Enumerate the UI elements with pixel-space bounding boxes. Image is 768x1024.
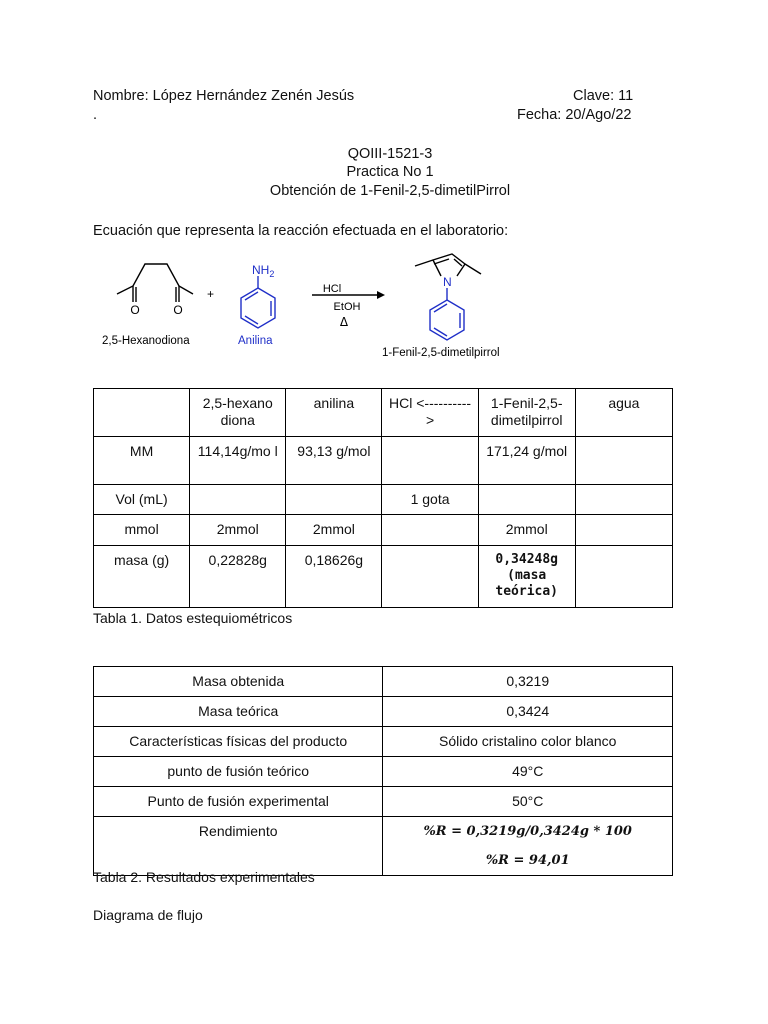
table-row xyxy=(94,787,673,817)
table-cell xyxy=(382,515,478,546)
amine-label: $NH_2$ xyxy=(252,263,275,279)
stoichiometry-table xyxy=(93,388,673,608)
reaction-svg xyxy=(95,248,655,368)
table-row xyxy=(94,817,673,876)
reactant2-label: Anilina xyxy=(238,335,273,347)
yield-formula-line1: %R = 0,3219g/0,3424g * 100 xyxy=(423,824,632,839)
hexanedione-structure xyxy=(117,264,193,302)
header-cell: HCl <----------> xyxy=(382,389,478,437)
header-cell: 2,5-hexano diona xyxy=(190,389,286,437)
row-value: 50°C xyxy=(383,787,673,817)
student-name: Nombre: López Hernández Zenén Jesús xyxy=(93,88,355,104)
table-cell xyxy=(286,485,382,515)
table2-caption: Tabla 2. Resultados experimentales xyxy=(93,869,315,885)
course-code: QOIII-1521-3 xyxy=(347,146,433,162)
table-row xyxy=(94,546,673,608)
table-cell xyxy=(575,515,672,546)
row-value: 0,3424 xyxy=(383,697,673,727)
row-label: Masa obtenida xyxy=(94,667,383,697)
table-row xyxy=(94,667,673,697)
practice-title: Obtención de 1-Fenil-2,5-dimetilPirrol xyxy=(269,183,511,199)
table-cell: 0,22828g xyxy=(190,546,286,608)
practice-number: Practica No 1 xyxy=(346,164,434,180)
section-flow-diagram: Diagrama de flujo xyxy=(93,907,203,923)
table-cell xyxy=(478,485,575,515)
table-cell: 1 gota xyxy=(382,485,478,515)
theoretical-mass-cell: 0,34248g (masa teórica) xyxy=(478,546,575,608)
header-cell: 1-Fenil-2,5-dimetilpirrol xyxy=(478,389,575,437)
row-value: 0,3219 xyxy=(383,667,673,697)
equation-intro: Ecuación que representa la reacción efectuada en el laboratorio: xyxy=(93,223,509,239)
row-label: masa (g) xyxy=(94,546,190,608)
row-label: mmol xyxy=(94,515,190,546)
aniline-structure xyxy=(241,276,275,328)
row-label: Vol (mL) xyxy=(94,485,190,515)
table-cell xyxy=(575,546,672,608)
clave: Clave: 11 xyxy=(573,88,634,104)
phenyl-ring xyxy=(430,288,464,340)
table-row xyxy=(94,515,673,546)
oxygen-2: O xyxy=(173,303,183,317)
product-label: 1-Fenil-2,5-dimetilpirrol xyxy=(382,347,500,359)
row-value: Sólido cristalino color blanco xyxy=(383,727,673,757)
table-row xyxy=(94,697,673,727)
yield-formula-line2: %R = 94,01 xyxy=(485,853,570,868)
row-label: Características físicas del producto xyxy=(94,727,383,757)
table-cell: 2mmol xyxy=(190,515,286,546)
row-value: 49°C xyxy=(383,757,673,787)
table-cell: 2mmol xyxy=(478,515,575,546)
table-row xyxy=(94,757,673,787)
header-cell: agua xyxy=(575,389,672,437)
heat-symbol: Δ xyxy=(339,315,349,329)
row-label: Punto de fusión experimental xyxy=(94,787,383,817)
oxygen-1: O xyxy=(130,303,140,317)
reactant1-label: 2,5-Hexanodiona xyxy=(102,335,190,347)
row-label: punto de fusión teórico xyxy=(94,757,383,787)
plus-sign: + xyxy=(207,287,215,301)
table-row xyxy=(94,437,673,485)
table-cell: 0,18626g xyxy=(286,546,382,608)
reaction-scheme xyxy=(95,248,655,368)
fecha: Fecha: 20/Ago/22 xyxy=(517,107,632,123)
table-header-row xyxy=(94,389,673,437)
pyrrole-ring xyxy=(415,254,481,276)
yield-formula xyxy=(383,817,673,876)
table-cell: 171,24 g/mol xyxy=(478,437,575,485)
results-table xyxy=(93,666,673,876)
row-label: MM xyxy=(94,437,190,485)
table-cell: 114,14g/mo l xyxy=(190,437,286,485)
table-row xyxy=(94,727,673,757)
table-cell: 93,13 g/mol xyxy=(286,437,382,485)
table-cell: 2mmol xyxy=(286,515,382,546)
nitrogen-atom: N xyxy=(443,275,452,289)
table-cell xyxy=(382,437,478,485)
table-row xyxy=(94,485,673,515)
reagent-bottom: EtOH xyxy=(333,301,361,313)
row-label: Rendimiento xyxy=(94,817,383,876)
table-cell xyxy=(575,437,672,485)
header-cell xyxy=(94,389,190,437)
table-cell xyxy=(190,485,286,515)
table-cell xyxy=(382,546,478,608)
table-cell xyxy=(575,485,672,515)
dot-mark: . xyxy=(93,107,98,123)
header-cell: anilina xyxy=(286,389,382,437)
table1-caption: Tabla 1. Datos estequiométricos xyxy=(93,610,293,626)
row-label: Masa teórica xyxy=(94,697,383,727)
reagent-top: HCl xyxy=(322,283,342,295)
